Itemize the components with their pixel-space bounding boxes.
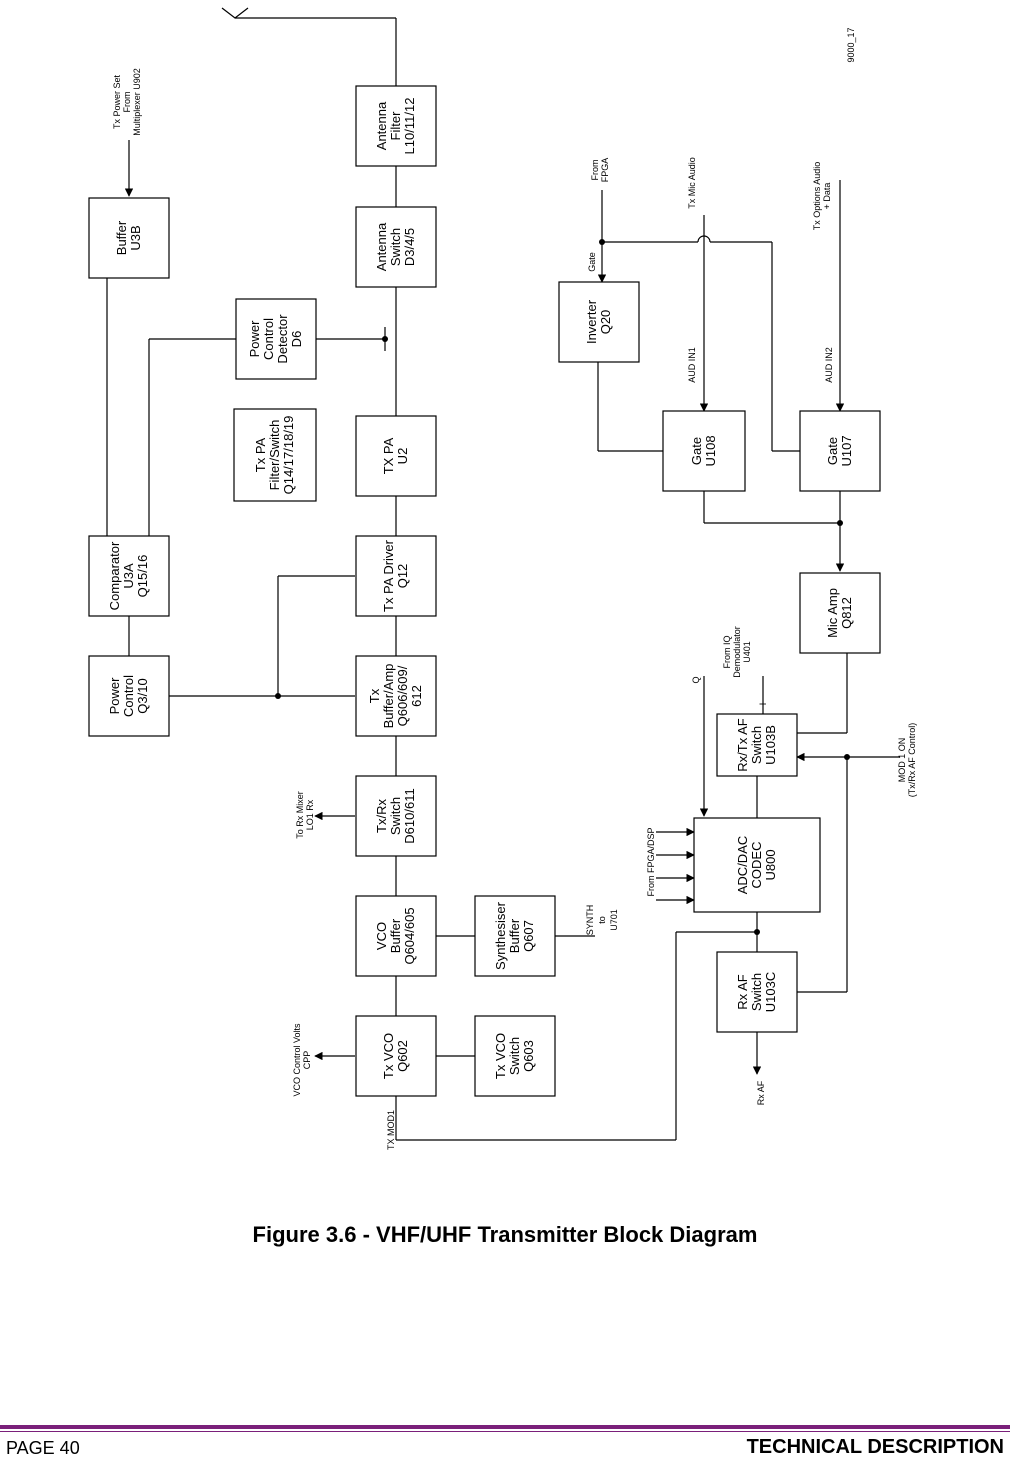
tx-vco-switch-block-label: Tx VCOSwitchQ603 <box>493 1032 536 1080</box>
inverter-block-label: InverterQ20 <box>584 299 613 345</box>
synthesiser-buffer-block <box>475 896 555 976</box>
figure-caption: Figure 3.6 - VHF/UHF Transmitter Block Diagram <box>252 1222 758 1247</box>
from-fpga-label: FromFPGA <box>590 157 610 183</box>
tx-options-audio-label: Tx Options Audio+ Data <box>812 161 832 231</box>
gate-u108-block <box>663 411 745 491</box>
codec-block-label: ADC/DACCODECU800 <box>735 835 778 895</box>
tx-vco-block-label: Tx VCOQ602 <box>381 1032 410 1080</box>
tx-buffer-amp-block-label: TxBuffer/AmpQ606/609/612 <box>367 663 424 729</box>
section-title: TECHNICAL DESCRIPTION <box>746 1436 1004 1458</box>
vco-buffer-block-label: VCOBufferQ604/605 <box>374 907 417 965</box>
from-iq-label: From IQDemodulatorU401 <box>722 626 752 678</box>
q-label: Q <box>691 676 701 684</box>
synth-label: SYNTH to U701 <box>585 904 619 936</box>
component-blocks <box>89 86 880 1096</box>
rx-tx-af-switch-block-label: Rx/Tx AFSwitchU103B <box>735 718 778 772</box>
tx-mic-audio-label: Tx Mic Audio <box>687 157 697 209</box>
tx-power-set-label: Tx Power SetFromMultiplexer U902 <box>112 68 142 136</box>
antenna-switch-block <box>356 207 436 287</box>
aud-in1-label: AUD IN1 <box>687 347 697 383</box>
antenna-filter-block-label: AntennaFilterL10/11/12 <box>374 97 417 155</box>
mod1-on-label: MOD 1 ON(Tx/Rx AF Control) <box>897 722 917 798</box>
gate-u107-block <box>800 411 880 491</box>
tx-pa-driver-block <box>356 536 436 616</box>
synthesiser-buffer-block-label: SynthesiserBufferQ607 <box>493 902 536 970</box>
tx-vco-block <box>356 1016 436 1096</box>
rx-af-switch-block-label: Rx AFSwitchU103C <box>735 971 778 1013</box>
mic-amp-block <box>800 573 880 653</box>
page-number: PAGE 40 <box>6 1438 80 1458</box>
figure-id-label: 9000_17 <box>846 27 856 63</box>
rx-af-label: Rx AF <box>756 1080 766 1106</box>
tx-vco-switch-block <box>475 1016 555 1096</box>
gate-u108-block-label: GateU108 <box>689 435 718 467</box>
mic-amp-block-label: Mic AmpQ812 <box>825 588 854 638</box>
comparator-block-label: ComparatorU3AQ15/16 <box>107 541 150 611</box>
tx-pa-block-label: TX PAU2 <box>381 437 410 475</box>
power-control-detector-block-label: PowerControlDetectorD6 <box>247 314 304 364</box>
rx-tx-af-switch-block <box>717 714 797 776</box>
comparator-block <box>89 536 169 616</box>
tx-rx-switch-block-label: Tx/RxSwitchD610/611 <box>374 788 417 844</box>
buffer-u3b-block-label: BufferU3B <box>114 220 143 256</box>
tx-mod1-label: TX MOD1 <box>386 1109 396 1151</box>
tx-rx-switch-block <box>356 776 436 856</box>
antenna-switch-block-label: AntennaSwitchD3/4/5 <box>374 222 417 272</box>
tx-buffer-amp-block <box>356 656 436 736</box>
from-fpga-dsp-label: From FPGA/DSP <box>646 827 656 897</box>
inverter-block <box>559 282 639 362</box>
to-rx-mixer-label: To Rx MixerLO1 Rx <box>295 791 315 839</box>
buffer-u3b-block <box>89 198 169 278</box>
tx-pa-filter-block <box>234 409 316 501</box>
power-control-block <box>89 656 169 736</box>
power-control-detector-block <box>236 299 316 379</box>
vco-control-label: VCO Control VoltsCPP <box>292 1023 312 1097</box>
power-control-block-label: PowerControlQ3/10 <box>107 675 150 717</box>
i-label: I <box>758 702 768 706</box>
gate-input-label: Gate <box>587 252 597 272</box>
gate-u107-block-label: GateU107 <box>825 435 854 467</box>
aud-in2-label: AUD IN2 <box>824 347 834 383</box>
vco-buffer-block <box>356 896 436 976</box>
tx-pa-driver-block-label: Tx PA DriverQ12 <box>381 540 410 612</box>
codec-block <box>694 818 820 912</box>
tx-pa-block <box>356 416 436 496</box>
footer-rule <box>0 1425 1010 1429</box>
antenna-filter-block <box>356 86 436 166</box>
rx-af-switch-block <box>717 952 797 1032</box>
footer-rule-thin <box>0 1431 1010 1432</box>
tx-pa-filter-block-label: Tx PAFilter/SwitchQ14/17/18/19 <box>253 415 296 495</box>
